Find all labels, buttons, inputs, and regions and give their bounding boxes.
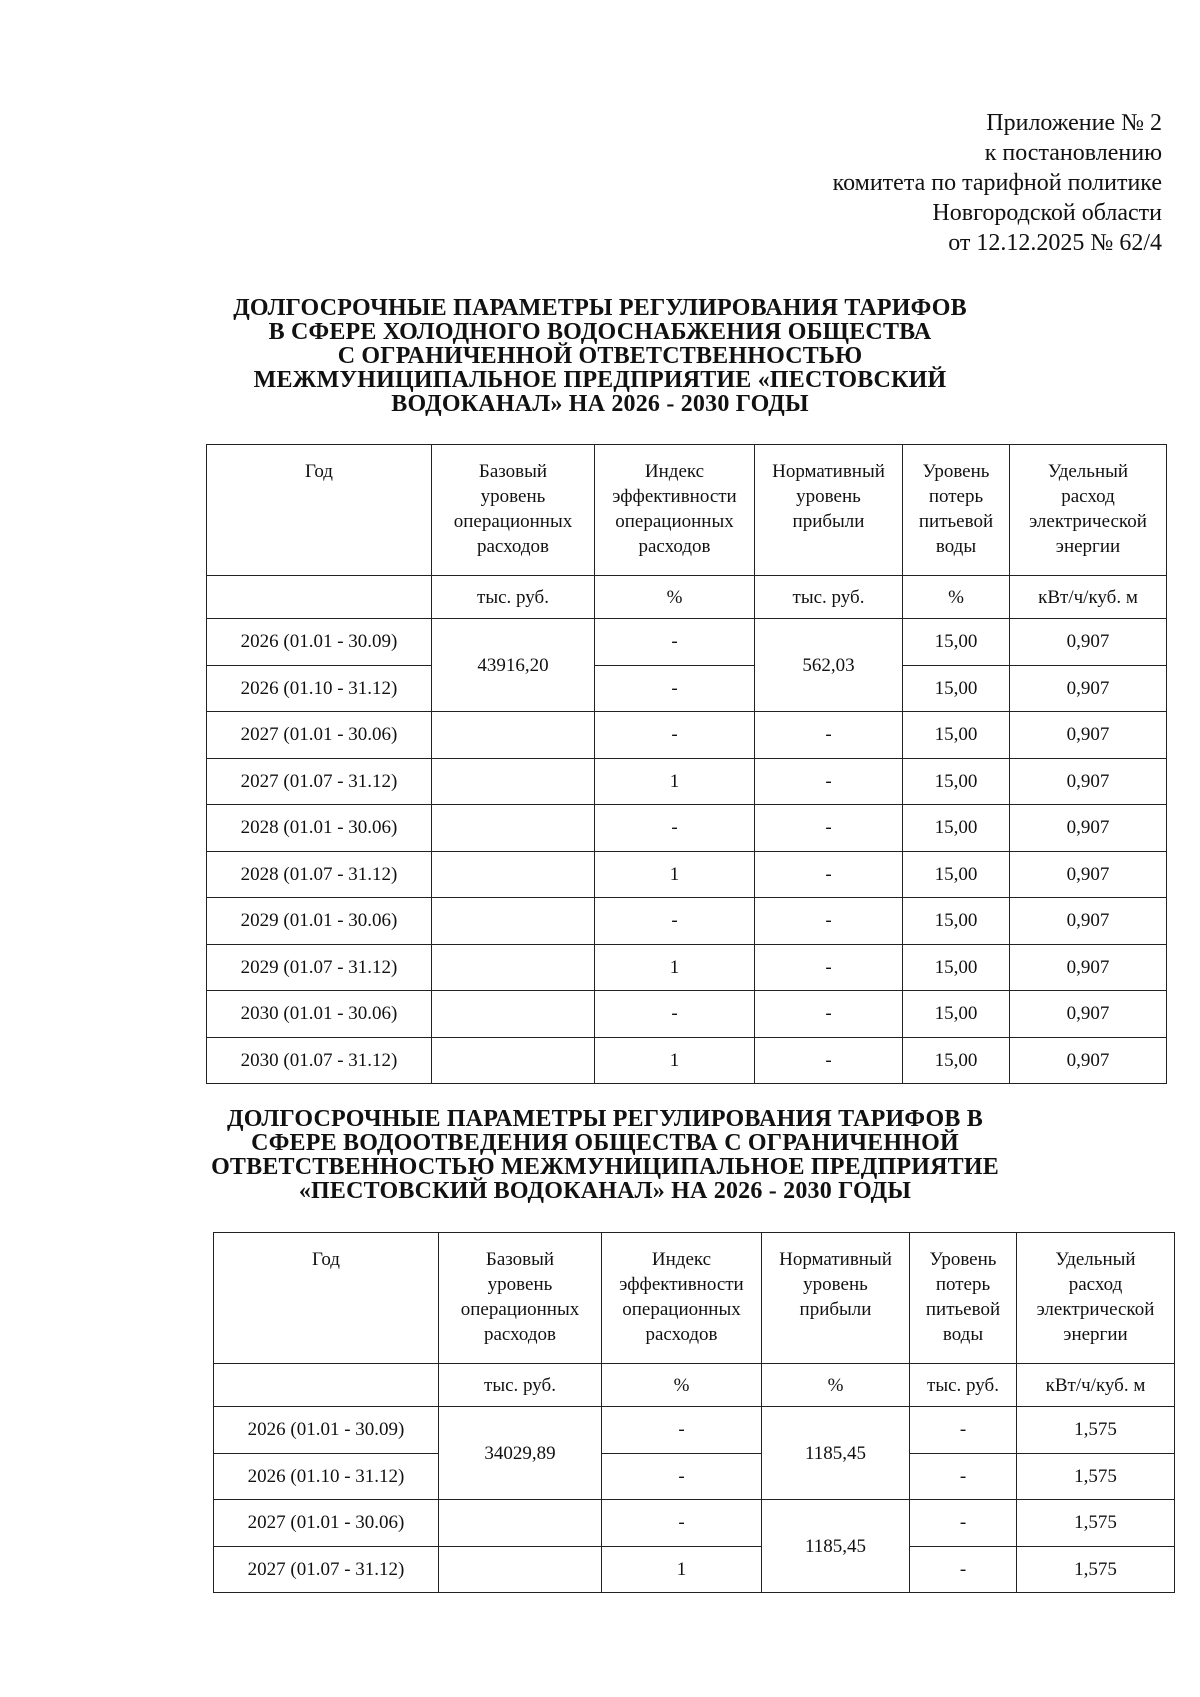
index-cell: - (595, 898, 755, 945)
appendix-number: Приложение № 2 (986, 110, 1162, 136)
year-cell: 2027 (01.07 - 31.12) (214, 1546, 439, 1593)
unit-cell: % (602, 1364, 762, 1407)
appendix-region: Новгородской области (932, 200, 1162, 226)
profit-cell: 1185,45 (762, 1407, 910, 1500)
unit-cell: тыс. руб. (439, 1364, 602, 1407)
energy-cell: 0,907 (1010, 619, 1167, 666)
base-opex-cell (439, 1500, 602, 1547)
index-cell: - (595, 712, 755, 759)
table2-title-line: СФЕРЕ ВОДООТВЕДЕНИЯ ОБЩЕСТВА С ОГРАНИЧЕННОЙ (251, 1130, 959, 1156)
energy-cell: 0,907 (1010, 991, 1167, 1038)
index-cell: - (602, 1407, 762, 1454)
losses-cell: - (910, 1500, 1017, 1547)
table-row (207, 1037, 1167, 1084)
losses-cell: 15,00 (903, 851, 1010, 898)
losses-cell: 15,00 (903, 758, 1010, 805)
table2-title (170, 1107, 1040, 1203)
losses-cell: 15,00 (903, 898, 1010, 945)
year-cell: 2026 (01.10 - 31.12) (207, 665, 432, 712)
unit-cell: тыс. руб. (910, 1364, 1017, 1407)
energy-cell: 0,907 (1010, 1037, 1167, 1084)
index-cell: 1 (595, 944, 755, 991)
col-header-losses: Уровень потерь питьевой воды (910, 1233, 1017, 1364)
losses-cell: 15,00 (903, 665, 1010, 712)
unit-cell (214, 1364, 439, 1407)
year-cell: 2027 (01.07 - 31.12) (207, 758, 432, 805)
energy-cell: 1,575 (1017, 1546, 1175, 1593)
table1-title-line: МЕЖМУНИЦИПАЛЬНОЕ ПРЕДПРИЯТИЕ «ПЕСТОВСКИЙ (253, 367, 947, 393)
profit-cell: - (755, 991, 903, 1038)
profit-cell: - (755, 1037, 903, 1084)
year-cell: 2030 (01.07 - 31.12) (207, 1037, 432, 1084)
col-header-year: Год (214, 1233, 439, 1364)
table1-title (180, 296, 1020, 416)
profit-cell: - (755, 898, 903, 945)
col-header-base-opex: Базовый уровень операционных расходов (439, 1233, 602, 1364)
index-cell: 1 (595, 758, 755, 805)
base-opex-cell: 34029,89 (439, 1407, 602, 1500)
year-cell: 2030 (01.01 - 30.06) (207, 991, 432, 1038)
table-row (214, 1407, 1175, 1454)
table2-title-line: «ПЕСТОВСКИЙ ВОДОКАНАЛ» НА 2026 - 2030 ГОДЫ (298, 1178, 912, 1204)
unit-cell: % (903, 576, 1010, 619)
col-header-year: Год (207, 445, 432, 576)
index-cell: 1 (595, 851, 755, 898)
energy-cell: 0,907 (1010, 944, 1167, 991)
table-row (207, 619, 1167, 666)
table-row (207, 712, 1167, 759)
col-header-profit: Нормативный уровень прибыли (762, 1233, 910, 1364)
base-opex-cell (432, 944, 595, 991)
losses-cell: 15,00 (903, 805, 1010, 852)
year-cell: 2027 (01.01 - 30.06) (214, 1500, 439, 1547)
base-opex-cell (432, 758, 595, 805)
profit-cell: - (755, 851, 903, 898)
losses-cell: - (910, 1453, 1017, 1500)
index-cell: - (602, 1453, 762, 1500)
table-row (207, 805, 1167, 852)
table-row (207, 665, 1167, 712)
base-opex-cell (432, 991, 595, 1038)
appendix-ref-line: к постановлению (984, 140, 1162, 166)
losses-cell: - (910, 1407, 1017, 1454)
base-opex-cell (432, 805, 595, 852)
year-cell: 2026 (01.01 - 30.09) (214, 1407, 439, 1454)
year-cell: 2026 (01.10 - 31.12) (214, 1453, 439, 1500)
table1-title-line: ДОЛГОСРОЧНЫЕ ПАРАМЕТРЫ РЕГУЛИРОВАНИЯ ТАРИФОВ (233, 295, 967, 321)
table-units-row (214, 1364, 1175, 1407)
table2-wastewater (213, 1232, 1175, 1593)
col-header-base-opex: Базовый уровень операционных расходов (432, 445, 595, 576)
unit-cell (207, 576, 432, 619)
year-cell: 2029 (01.01 - 30.06) (207, 898, 432, 945)
table-row (207, 991, 1167, 1038)
profit-cell: - (755, 805, 903, 852)
table-row (214, 1500, 1175, 1547)
table1-title-line: С ОГРАНИЧЕННОЙ ОТВЕТСТВЕННОСТЬЮ (337, 343, 863, 369)
year-cell: 2028 (01.07 - 31.12) (207, 851, 432, 898)
year-cell: 2026 (01.01 - 30.09) (207, 619, 432, 666)
losses-cell: 15,00 (903, 944, 1010, 991)
index-cell: - (595, 619, 755, 666)
energy-cell: 0,907 (1010, 898, 1167, 945)
base-opex-cell (432, 1037, 595, 1084)
col-header-profit: Нормативный уровень прибыли (755, 445, 903, 576)
appendix-header (833, 108, 1162, 258)
table-row (214, 1453, 1175, 1500)
table-row (207, 898, 1167, 945)
base-opex-cell (432, 851, 595, 898)
base-opex-cell (432, 898, 595, 945)
energy-cell: 1,575 (1017, 1407, 1175, 1454)
year-cell: 2029 (01.07 - 31.12) (207, 944, 432, 991)
profit-cell: - (755, 758, 903, 805)
profit-cell: 562,03 (755, 619, 903, 712)
unit-cell: кВт/ч/куб. м (1010, 576, 1167, 619)
unit-cell: тыс. руб. (755, 576, 903, 619)
losses-cell: 15,00 (903, 712, 1010, 759)
col-header-efficiency-index: Индекс эффективности операционных расходов (602, 1233, 762, 1364)
losses-cell: - (910, 1546, 1017, 1593)
energy-cell: 1,575 (1017, 1453, 1175, 1500)
table-row (207, 758, 1167, 805)
col-header-losses: Уровень потерь питьевой воды (903, 445, 1010, 576)
index-cell: - (595, 665, 755, 712)
table1-title-line: В СФЕРЕ ХОЛОДНОГО ВОДОСНАБЖЕНИЯ ОБЩЕСТВА (268, 319, 932, 345)
table2-title-line: ДОЛГОСРОЧНЫЕ ПАРАМЕТРЫ РЕГУЛИРОВАНИЯ ТАРИФОВ В (227, 1106, 983, 1132)
energy-cell: 0,907 (1010, 665, 1167, 712)
year-cell: 2027 (01.01 - 30.06) (207, 712, 432, 759)
year-cell: 2028 (01.01 - 30.06) (207, 805, 432, 852)
profit-cell: - (755, 944, 903, 991)
profit-cell: 1185,45 (762, 1500, 910, 1593)
table-row (214, 1546, 1175, 1593)
unit-cell: % (762, 1364, 910, 1407)
losses-cell: 15,00 (903, 619, 1010, 666)
table-header-row (214, 1233, 1175, 1364)
unit-cell: % (595, 576, 755, 619)
table2-title-line: ОТВЕТСТВЕННОСТЬЮ МЕЖМУНИЦИПАЛЬНОЕ ПРЕДПРИЯТИЕ (211, 1154, 999, 1180)
unit-cell: кВт/ч/куб. м (1017, 1364, 1175, 1407)
table1-water-supply (206, 444, 1167, 1084)
appendix-committee: комитета по тарифной политике (832, 170, 1162, 196)
base-opex-cell (432, 712, 595, 759)
energy-cell: 0,907 (1010, 805, 1167, 852)
col-header-efficiency-index: Индекс эффективности операционных расходов (595, 445, 755, 576)
base-opex-cell (439, 1546, 602, 1593)
energy-cell: 0,907 (1010, 712, 1167, 759)
energy-cell: 0,907 (1010, 758, 1167, 805)
index-cell: 1 (602, 1546, 762, 1593)
table-units-row (207, 576, 1167, 619)
index-cell: - (595, 805, 755, 852)
energy-cell: 1,575 (1017, 1500, 1175, 1547)
appendix-date: от 12.12.2025 № 62/4 (948, 230, 1162, 256)
col-header-energy: Удельный расход электрической энергии (1010, 445, 1167, 576)
index-cell: - (602, 1500, 762, 1547)
col-header-energy: Удельный расход электрической энергии (1017, 1233, 1175, 1364)
losses-cell: 15,00 (903, 991, 1010, 1038)
profit-cell: - (755, 712, 903, 759)
table-row (207, 851, 1167, 898)
energy-cell: 0,907 (1010, 851, 1167, 898)
losses-cell: 15,00 (903, 1037, 1010, 1084)
index-cell: 1 (595, 1037, 755, 1084)
index-cell: - (595, 991, 755, 1038)
unit-cell: тыс. руб. (432, 576, 595, 619)
table1-title-line: ВОДОКАНАЛ» НА 2026 - 2030 ГОДЫ (391, 391, 809, 417)
table-row (207, 944, 1167, 991)
base-opex-cell: 43916,20 (432, 619, 595, 712)
table-header-row (207, 445, 1167, 576)
